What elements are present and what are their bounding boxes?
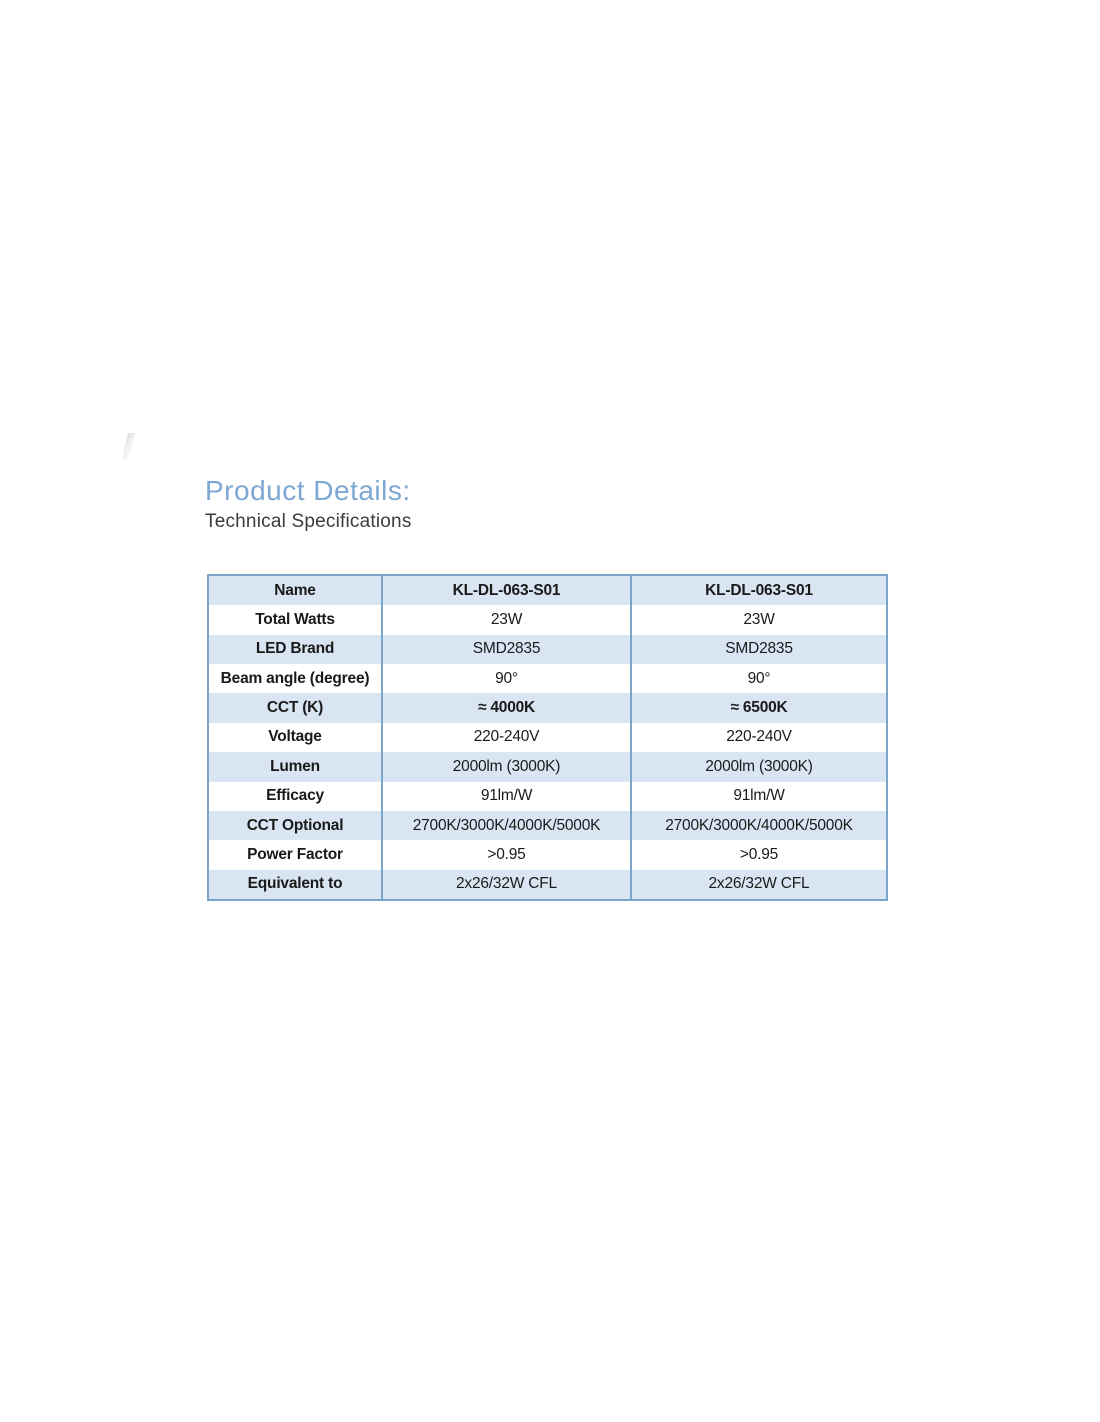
spec-label: Efficacy bbox=[209, 782, 383, 811]
spec-value: 2700K/3000K/4000K/5000K bbox=[665, 816, 853, 834]
table-row-name bbox=[209, 576, 886, 605]
table-row-total-watts bbox=[209, 605, 886, 634]
spec-value-cct-1: ≈ 4000K bbox=[383, 693, 632, 722]
spec-value: 91lm/W bbox=[383, 782, 632, 811]
spec-value: >0.95 bbox=[383, 840, 632, 869]
spec-value: 91lm/W bbox=[733, 787, 785, 805]
spec-value: 90° bbox=[383, 664, 632, 693]
spec-value-model-1: KL-DL-063-S01 bbox=[383, 576, 632, 605]
spec-value: SMD2835 bbox=[383, 635, 632, 664]
table-row-efficacy bbox=[209, 782, 886, 811]
technical-specifications-table bbox=[207, 574, 888, 901]
table-row-cct-optional bbox=[209, 811, 886, 840]
table-row-power-factor bbox=[209, 840, 886, 869]
table-row-cct bbox=[209, 693, 886, 722]
spec-label: Power Factor bbox=[209, 840, 383, 869]
spec-label: CCT Optional bbox=[209, 811, 383, 840]
spec-label: Voltage bbox=[209, 723, 383, 752]
spec-value-model-2: KL-DL-063-S01 bbox=[705, 581, 813, 599]
table-row-voltage bbox=[209, 723, 886, 752]
page-subtitle: Technical Specifications bbox=[205, 511, 412, 532]
table-row-lumen bbox=[209, 752, 886, 781]
spec-value: SMD2835 bbox=[725, 640, 793, 658]
spec-value: 2000lm (3000K) bbox=[383, 752, 632, 781]
spec-label: Equivalent to bbox=[209, 870, 383, 899]
table-row-beam-angle bbox=[209, 664, 886, 693]
spec-value: >0.95 bbox=[739, 845, 779, 863]
page-title: Product Details: bbox=[205, 475, 411, 506]
spec-value: 220-240V bbox=[726, 728, 792, 746]
spec-label: Lumen bbox=[209, 752, 383, 781]
spec-label: Total Watts bbox=[209, 605, 383, 634]
spec-label: Beam angle (degree) bbox=[209, 664, 383, 693]
spec-label: LED Brand bbox=[209, 635, 383, 664]
spec-value: 220-240V bbox=[383, 723, 632, 752]
table-row-led-brand bbox=[209, 635, 886, 664]
spec-value: 23W bbox=[743, 611, 775, 629]
spec-value: 2700K/3000K/4000K/5000K bbox=[383, 811, 632, 840]
spec-value: 90° bbox=[747, 669, 771, 687]
spec-value: 2x26/32W CFL bbox=[708, 875, 810, 893]
spec-value-cct-2: ≈ 6500K bbox=[730, 699, 788, 717]
spec-value: 2x26/32W CFL bbox=[383, 870, 632, 899]
table-row-equivalent-to bbox=[209, 870, 886, 899]
page-corner-artifact bbox=[122, 433, 135, 460]
spec-value: 2000lm (3000K) bbox=[705, 757, 813, 775]
spec-value: 23W bbox=[383, 605, 632, 634]
spec-label: CCT (K) bbox=[209, 693, 383, 722]
spec-label: Name bbox=[209, 576, 383, 605]
